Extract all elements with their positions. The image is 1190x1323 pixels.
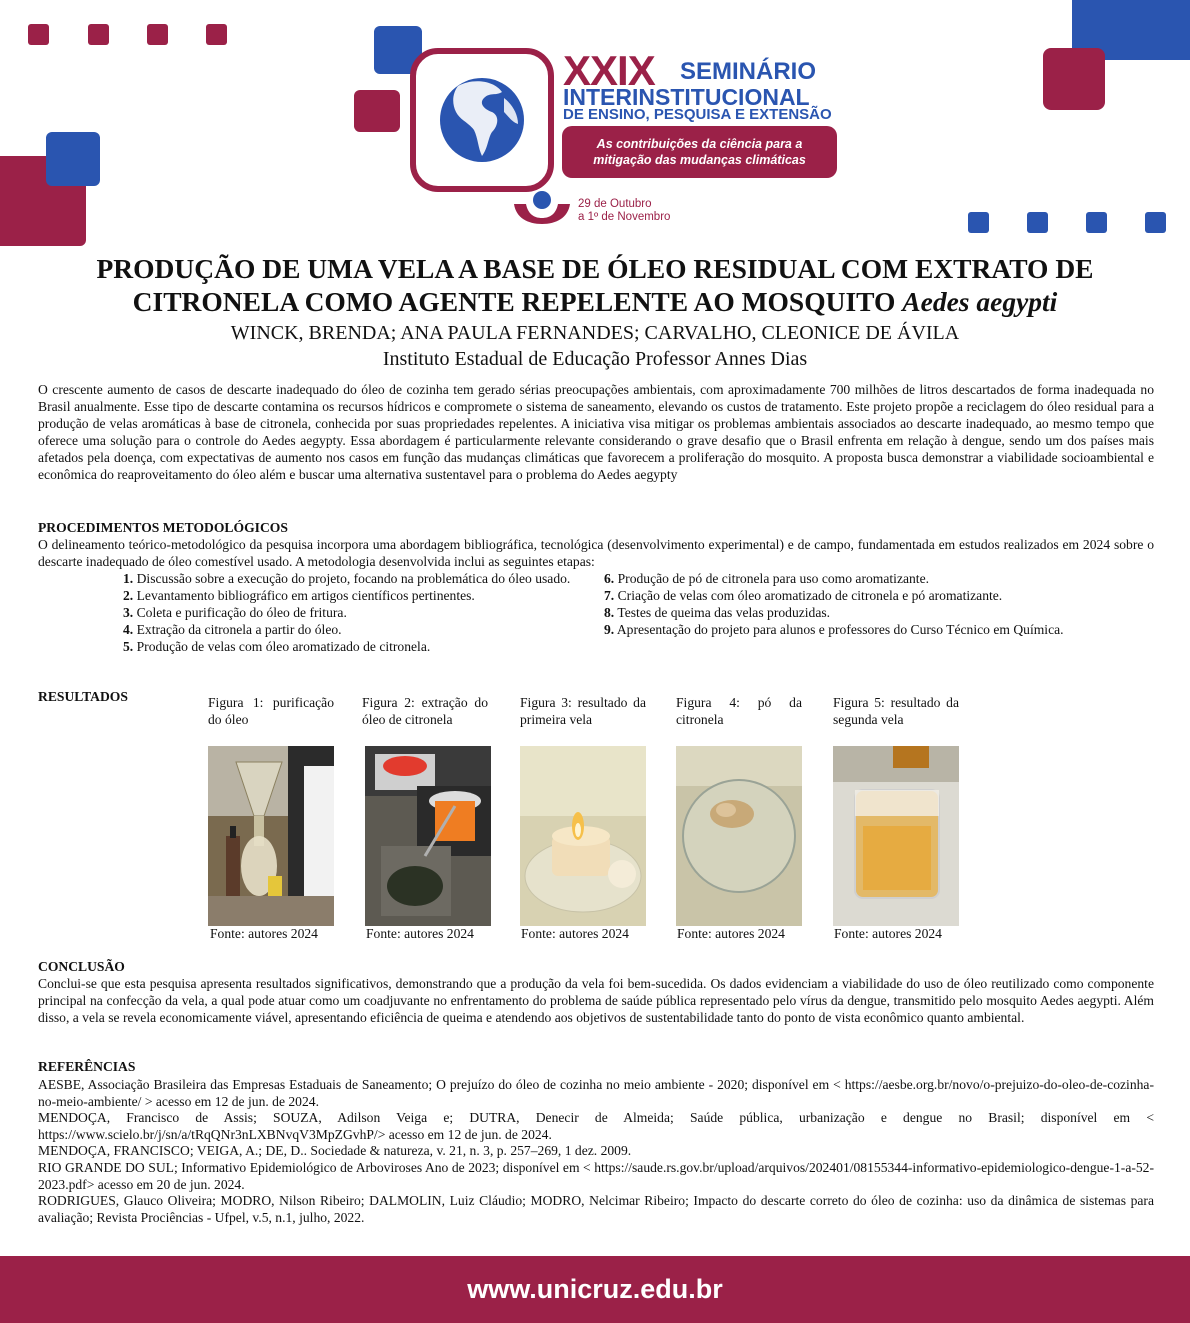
decor-square — [88, 24, 109, 45]
figure-source: Fonte: autores 2024 — [521, 926, 629, 941]
figure-source: Fonte: autores 2024 — [210, 926, 318, 941]
university-mark-icon — [512, 190, 572, 224]
footer-url[interactable]: www.unicruz.edu.br — [0, 1256, 1190, 1323]
logo-line3: DE ENSINO, PESQUISA E EXTENSÃO — [563, 106, 832, 123]
decor-block — [1043, 48, 1105, 110]
date-line1: 29 de Outubro — [578, 198, 652, 210]
institution: Instituto Estadual de Educação Professor Annes Dias — [382, 348, 808, 370]
methods-paragraph: O delineamento teórico-metodológico da pesquisa incorpora uma abordagem bibliográfica, tecnológica (desenvolvimento experimental) e de campo, fundamentada em estudos realizados em 2024 sobre o descarte inadequado de óleo comestível usado. A metodologia desenvolvida inclui as seguintes etapas: — [38, 537, 1154, 569]
conclusion-paragraph: Conclui-se que esta pesquisa apresenta resultados significativos, demonstrando que a produção da vela foi bem-sucedida. Os dados evidenciam a viabilidade do uso de óleo reutilizado como componente principal na confecção da vela, a qual pode atuar como um coadjuvante no enfrentamento do problema de saúde pública representado pelo vírus da dengue, transmitido pelo mosquito Aedes aegypti. Além disso, a vela se revela economicamente viável, apresentando eficiência de queima e atendendo aos objetivos de sustentabilidade tanto do ponto de vista econômico quanto ambiental. — [38, 976, 1154, 1025]
logo-edition: XXIX — [563, 47, 655, 94]
figure-4-photo — [676, 746, 802, 926]
decor-square — [1145, 212, 1166, 233]
step-item: 8. Testes de queima das velas produzidas. — [604, 605, 831, 620]
tagline-line1: As contribuições da ciência para a — [596, 137, 803, 151]
conclusion-heading: CONCLUSÃO — [38, 959, 125, 974]
event-logo — [410, 48, 554, 192]
step-item: 1. Discussão sobre a execução do projeto, focando na problemática do óleo usado. — [123, 571, 571, 586]
decor-square — [1086, 212, 1107, 233]
reference-item: AESBE, Associação Brasileira das Empresas Estaduais de Saneamento; O prejuízo do óleo de cozinha no meio ambiente - 2020; disponível em < https://aesbe.org.br/novo/o-prejuizo-do-oleo-de-cozinha-no-meio-ambiente/ > acesso em 12 de jun. de 2024. — [38, 1077, 1154, 1109]
tagline-line2: mitigação das mudanças climáticas — [593, 153, 806, 167]
figure-1-photo — [208, 746, 334, 926]
steps-left — [123, 570, 587, 655]
figure-2-photo — [365, 746, 491, 926]
reference-item: RIO GRANDE DO SUL; Informativo Epidemiológico de Arboviroses Ano de 2023; disponível em < https://saude.rs.gov.br/upload/arquivos/202401/08155344-informativo-epidemiologico-dengue-1-a-52-2023.pdf> acesso em 20 de jun. 2024. — [38, 1159, 1154, 1192]
reference-item: MENDOÇA, FRANCISCO; VEIGA, A.; DE, D.. Sociedade & natureza, v. 21, n. 3, p. 257–269, 1 dez. 2009. — [38, 1143, 632, 1159]
authors: WINCK, BRENDA; ANA PAULA FERNANDES; CARVALHO, CLEONICE DE ÁVILA — [230, 322, 960, 344]
event-dates — [578, 198, 670, 224]
step-item: 3. Coleta e purificação do óleo de fritura. — [123, 605, 347, 620]
step-item: 4. Extração da citronela a partir do óleo. — [123, 622, 342, 637]
intro-paragraph: O crescente aumento de casos de descarte inadequado do óleo de cozinha tem gerado sérias preocupações ambientais, com aproximadamente 700 milhões de litros descartados de forma inadequada no Brasil anualmente. Esse tipo de descarte contamina os recursos hídricos e compromete o sistema de saneamento, elevando os custos de tratamento. Este projeto propõe a reciclagem do óleo residual para a produção de velas aromáticas à base de citronela, conhecida por suas propriedades repelentes. A iniciativa visa mitigar os problemas ambientais associados ao descarte inadequado, ao mesmo tempo que oferece uma solução para o controle do Aedes aegypty. Essa abordagem é particularmente relevante considerando o grave desafio que o Brasil enfrenta em relação à dengue, sendo um dos países mais afetados pela doença, com expectativas de aumento nos casos em função das mudanças climáticas que favorecem a proliferação do mosquito. A proposta busca demonstrar a viabilidade socioambiental e econômica do reaproveitamento do óleo além e buscar uma alternativa sustentavel para o problema do Aedes aegypty — [38, 382, 1154, 482]
title-species: Aedes aegypti — [902, 286, 1058, 317]
globe-icon — [438, 68, 526, 172]
steps-right — [604, 570, 1074, 638]
figure-5-photo — [833, 746, 959, 926]
step-item: 2. Levantamento bibliográfico em artigos científicos pertinentes. — [123, 588, 475, 603]
step-item: 7. Criação de velas com óleo aromatizado de citronela e pó aromatizante. — [604, 588, 1003, 603]
figure-caption: Figura 1: purificação do óleo — [208, 695, 334, 727]
decor-square — [1027, 212, 1048, 233]
figure-caption: Figura 5: resultado da segunda vela — [833, 695, 959, 727]
decor-block — [354, 90, 400, 132]
decor-block — [46, 132, 100, 186]
figure-source: Fonte: autores 2024 — [677, 926, 785, 941]
results-heading: RESULTADOS — [38, 689, 128, 704]
date-line2: a 1º de Novembro — [578, 211, 671, 223]
figure-3-photo — [520, 746, 646, 926]
reference-item: MENDOÇA, Francisco de Assis; SOUZA, Adilson Veiga e; DUTRA, Denecir de Almeida; Saúde pública, urbanização e dengue no Brasil; disponível em < https://www.scielo.br/j/sn/a/tRqQNr3nLXBNvqV3MpZGvhP/> acesso em 12 de jun. de 2024. — [38, 1110, 1154, 1142]
logo-tagline — [562, 126, 837, 178]
step-item: 6. Produção de pó de citronela para uso como aromatizante. — [604, 571, 930, 586]
references-heading: REFERÊNCIAS — [38, 1059, 136, 1074]
figure-source: Fonte: autores 2024 — [834, 926, 942, 941]
references-list — [38, 1077, 1154, 1226]
paper-title — [40, 252, 1150, 318]
logo-line2: INTERINSTITUCIONAL — [563, 84, 810, 110]
methods-heading: PROCEDIMENTOS METODOLÓGICOS — [38, 520, 288, 535]
step-item: 9. Apresentação do projeto para alunos e professores do Curso Técnico em Química. — [604, 622, 1064, 637]
decor-square — [968, 212, 989, 233]
title-main: PRODUÇÃO DE UMA VELA A BASE DE ÓLEO RESIDUAL COM EXTRATO DE CITRONELA COMO AGENTE REPELENTE AO MOSQUITO — [96, 253, 1094, 317]
logo-line1: SEMINÁRIO — [680, 58, 817, 85]
figure-caption: Figura 2: extração do óleo de citronela — [362, 695, 488, 727]
decor-square — [147, 24, 168, 45]
step-item: 5. Produção de velas com óleo aromatizado de citronela. — [123, 639, 431, 654]
decor-square — [28, 24, 49, 45]
figure-caption: Figura 3: resultado da primeira vela — [520, 695, 646, 727]
figure-caption: Figura 4: pó da citronela — [676, 695, 802, 727]
decor-square — [206, 24, 227, 45]
reference-item: RODRIGUES, Glauco Oliveira; MODRO, Nilson Ribeiro; DALMOLIN, Luiz Cláudio; MODRO, Nelcimar Ribeiro; Impacto do descarte correto do óleo de cozinha: uso da dinâmica de sistemas para avaliação; Revista Prociências - Ufpel, v.5, n.1, julho, 2022. — [38, 1193, 1154, 1225]
figure-source: Fonte: autores 2024 — [366, 926, 474, 941]
